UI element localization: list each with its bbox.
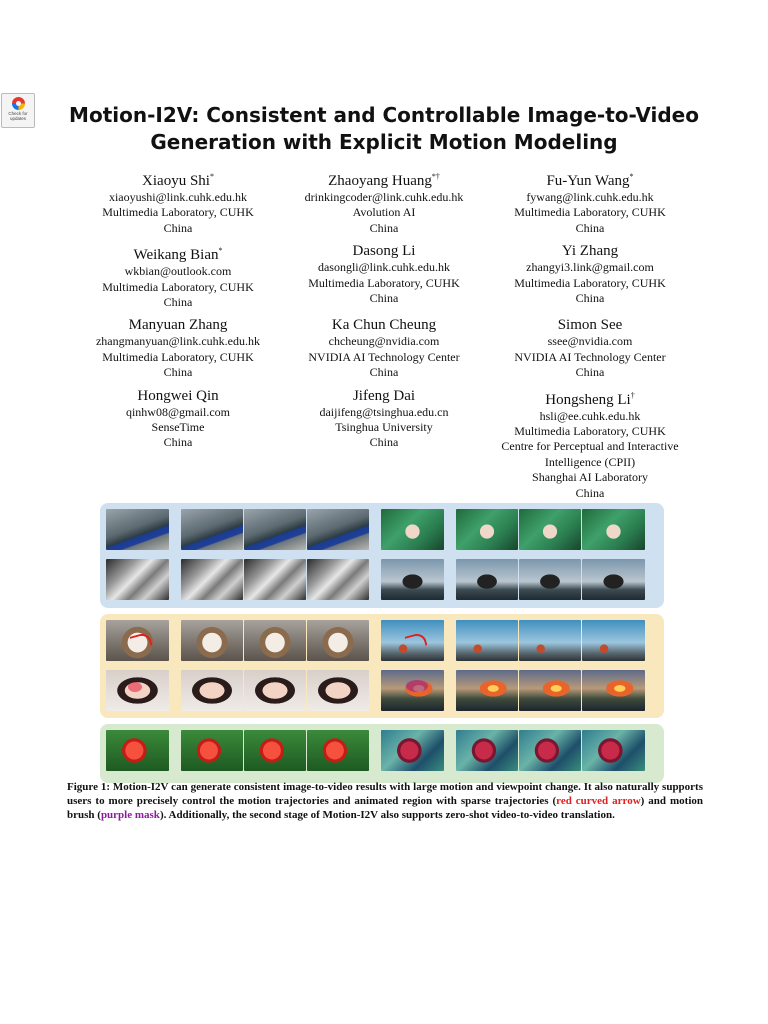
author-block	[281, 387, 487, 501]
author-block	[487, 168, 693, 236]
author-name-text: Hongwei Qin	[137, 387, 219, 404]
frame-cat-face	[307, 620, 369, 661]
author-block	[75, 387, 281, 501]
author-name-text: Dasong Li	[352, 243, 416, 260]
author-block	[487, 242, 693, 310]
frame-ice-cubes	[244, 559, 306, 600]
author-country: China	[575, 220, 605, 235]
frame-car-on-road	[244, 509, 306, 550]
author-block	[75, 168, 281, 236]
figure-panel-blue	[100, 503, 664, 608]
frame-ufo-sky	[456, 559, 518, 600]
author-name	[75, 387, 281, 405]
author-name-text: Zhaoyang Huang	[328, 173, 432, 189]
crossmark-icon	[12, 97, 25, 110]
paper-title: Motion-I2V: Consistent and Controllable Image-to-Video Generation with Explicit Motion Modeling	[69, 103, 699, 154]
author-country: China	[163, 295, 193, 310]
frame-fire-lake	[456, 670, 518, 711]
author-affiliation: SenseTime	[151, 420, 205, 435]
author-affiliation: Tsinghua University	[335, 420, 433, 435]
author-name-text: Jifeng Dai	[352, 387, 416, 404]
author-email[interactable]: drinkingcoder@link.cuhk.edu.hk	[304, 190, 464, 204]
author-affiliation: Multimedia Laboratory, CUHK	[102, 279, 254, 294]
author-affiliation: Avolution AI	[352, 205, 416, 220]
author-name-text: Fu-Yun Wang	[546, 173, 630, 189]
author-email[interactable]: dasongli@link.cuhk.edu.hk	[317, 260, 451, 275]
author-affiliation: Multimedia Laboratory, CUHK	[514, 205, 666, 220]
frame-ice-cubes	[181, 559, 243, 600]
author-email[interactable]: xiaoyushi@link.cuhk.edu.hk	[108, 190, 248, 204]
author-name	[75, 316, 281, 334]
caption-text-1: Figure 1: Motion-I2V can generate consistent image-to-video results with large motion and viewpoint change. It also naturally supports users to more precisely control the motion trajectories and animated region with sparse trajectories (	[67, 781, 703, 807]
author-affiliation: Multimedia Laboratory, CUHK	[308, 275, 460, 290]
author-email[interactable]: fywang@link.cuhk.edu.hk	[526, 190, 654, 204]
frame-boy-sky	[582, 620, 645, 661]
frame-ufo-sky	[582, 559, 645, 600]
frame-boy-sky	[456, 620, 518, 661]
frame-car-on-road	[106, 509, 169, 550]
author-affiliation: NVIDIA AI Technology Center	[308, 349, 460, 364]
frame-woman-face	[307, 670, 369, 711]
author-name	[281, 242, 487, 260]
author-country: China	[163, 435, 193, 450]
author-country: China	[575, 365, 605, 380]
author-block	[487, 316, 693, 380]
frame-rose-photo	[106, 730, 169, 771]
author-block	[281, 316, 487, 380]
frame-cat-face	[181, 620, 243, 661]
figure-panel-green	[100, 724, 664, 783]
author-mark: *	[629, 172, 634, 181]
author-country: China	[163, 365, 193, 380]
author-country: China	[369, 291, 399, 306]
figure-caption	[67, 780, 703, 822]
author-affiliation: Shanghai AI Laboratory	[532, 470, 648, 485]
author-country: China	[369, 220, 399, 235]
frame-rose-painting	[381, 730, 444, 771]
frame-woman-face	[244, 670, 306, 711]
figure-row	[106, 670, 658, 712]
author-email[interactable]: daijifeng@tsinghua.edu.cn	[319, 404, 449, 419]
author-name	[487, 168, 693, 190]
author-country: China	[575, 485, 605, 500]
author-affiliation: Centre for Perceptual and Interactive Intelligence (CPII)	[501, 439, 679, 469]
frame-car-on-road	[181, 509, 243, 550]
frame-fire-lake	[582, 670, 645, 711]
frame-anime-girl	[456, 509, 518, 550]
author-country: China	[163, 220, 193, 235]
author-country: China	[575, 291, 605, 306]
frame-anime-girl	[582, 509, 645, 550]
author-name	[487, 242, 693, 260]
author-name	[281, 387, 487, 405]
author-affiliation: Multimedia Laboratory, CUHK	[514, 275, 666, 290]
author-country: China	[369, 365, 399, 380]
caption-text-2: ) and motion brush (	[67, 795, 703, 821]
author-mark: *†	[431, 172, 440, 181]
author-name-text: Weikang Bian	[133, 247, 219, 264]
figure-row	[106, 559, 658, 601]
author-name	[487, 316, 693, 334]
author-name-text: Yi Zhang	[561, 243, 619, 260]
frame-cat-face	[244, 620, 306, 661]
figure-row	[106, 620, 658, 662]
author-email[interactable]: zhangmanyuan@link.cuhk.edu.hk	[95, 334, 260, 349]
frame-car-on-road	[307, 509, 369, 550]
author-name	[281, 316, 487, 334]
figure-row	[106, 730, 658, 772]
author-affiliation: Multimedia Laboratory, CUHK	[102, 205, 254, 220]
author-block	[281, 168, 487, 236]
author-affiliation: NVIDIA AI Technology Center	[514, 349, 666, 364]
author-mark: †	[630, 390, 635, 400]
author-name	[281, 168, 487, 190]
purple-mask-overlay	[128, 682, 142, 692]
frame-rose-photo	[244, 730, 306, 771]
author-email[interactable]: chcheung@nvidia.com	[328, 334, 440, 349]
frame-woman-face	[181, 670, 243, 711]
frame-rose-photo	[307, 730, 369, 771]
check-for-updates-badge[interactable]	[1, 93, 35, 128]
frame-ice-cubes	[307, 559, 369, 600]
frame-anime-girl	[519, 509, 581, 550]
author-affiliation: Multimedia Laboratory, CUHK	[102, 349, 254, 364]
caption-red-arrow: red curved arrow	[556, 795, 641, 807]
author-name-text: Manyuan Zhang	[128, 317, 228, 334]
author-block	[75, 242, 281, 310]
author-name-text: Xiaoyu Shi	[142, 173, 210, 189]
author-mark: *	[209, 172, 214, 181]
author-email[interactable]: qinhw08@gmail.com	[125, 404, 231, 419]
author-name	[75, 168, 281, 190]
author-email[interactable]: hsli@ee.cuhk.edu.hk	[539, 408, 641, 423]
author-name-text: Hongsheng Li	[545, 391, 631, 408]
frame-ufo-sky	[519, 559, 581, 600]
frame-rose-painting	[582, 730, 645, 771]
frame-fire-lake	[519, 670, 581, 711]
author-name	[75, 242, 281, 264]
author-list	[75, 168, 693, 501]
author-name-text: Simon See	[557, 317, 623, 334]
caption-text-3: ). Additionally, the second stage of Motion-I2V also supports zero-shot video-to-video translation.	[159, 809, 615, 821]
author-email[interactable]: zhangyi3.link@gmail.com	[526, 260, 654, 275]
author-affiliation: Multimedia Laboratory, CUHK	[514, 424, 666, 439]
author-block	[75, 316, 281, 380]
author-email[interactable]: ssee@nvidia.com	[547, 334, 633, 349]
frame-boy-sky	[519, 620, 581, 661]
author-name-text: Ka Chun Cheung	[331, 317, 437, 334]
figure-row	[106, 509, 658, 551]
frame-ice-cubes	[106, 559, 169, 600]
author-mark: *	[218, 246, 223, 256]
author-email[interactable]: wkbian@outlook.com	[124, 264, 232, 279]
frame-anime-girl	[381, 509, 444, 550]
teaser-figure	[100, 503, 664, 789]
frame-rose-painting	[456, 730, 518, 771]
caption-purple-mask: purple mask	[100, 809, 160, 821]
purple-mask-overlay	[406, 680, 428, 692]
author-block	[281, 242, 487, 310]
frame-rose-photo	[181, 730, 243, 771]
author-block	[487, 387, 693, 501]
figure-panel-yellow	[100, 614, 664, 718]
badge-label: Check for updates	[8, 111, 28, 121]
author-country: China	[369, 435, 399, 450]
frame-rose-painting	[519, 730, 581, 771]
frame-ufo-sky	[381, 559, 444, 600]
author-name	[487, 387, 693, 409]
